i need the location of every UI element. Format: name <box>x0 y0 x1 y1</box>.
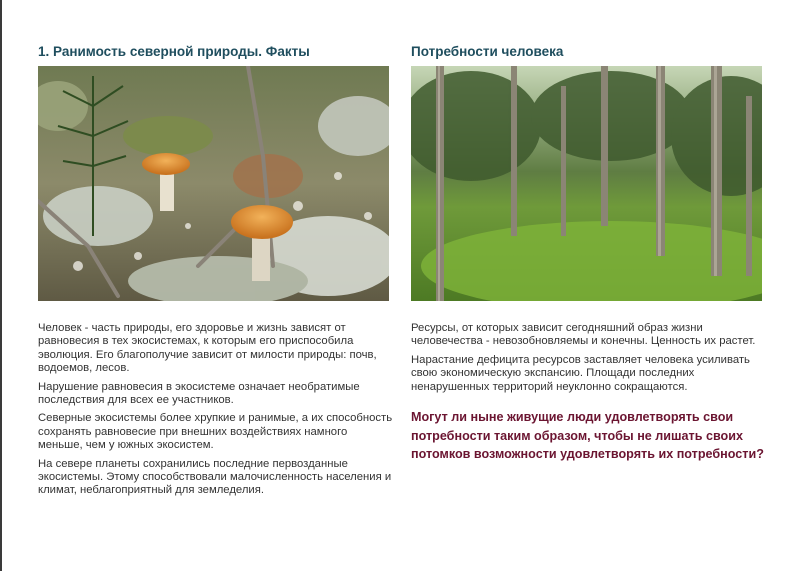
right-body-text <box>411 322 766 464</box>
left-paragraph: На севере планеты сохранились последние первозданные экосистемы. Этому способствовали малочисленность населения и климат, неблагоприятный для земледелия. <box>38 457 392 497</box>
right-paragraph: Нарастание дефицита ресурсов заставляет человека усиливать свою экономическую экспансию. Площади последних ненарушенных территорий неуклонно сокращаются. <box>411 353 750 393</box>
forest-illustration <box>411 66 762 301</box>
mushrooms-photo <box>38 66 389 301</box>
question-text: Могут ли ныне живущие люди удовлетворять свои потребности таким образом, чтобы не лишать своих потомков возможности удовлетворять их потребности? <box>411 410 764 462</box>
left-paragraph: Человек - часть природы, его здоровье и жизнь зависят от равновесия в тех экосистемах, к которым его приспособила эволюция. Его благополучие зависит от милости природы: почв, водоемов, лесов. <box>38 322 377 375</box>
right-heading: Потребности человека <box>411 44 564 59</box>
left-heading: 1. Ранимость северной природы. Факты <box>38 44 310 59</box>
forest-photo <box>411 66 762 301</box>
left-paragraph: Нарушение равновесия в экосистеме означает необратимые последствия для всех ее участников. <box>38 380 360 407</box>
mushrooms-illustration <box>38 66 389 301</box>
left-body-text <box>38 322 393 503</box>
left-paragraph: Северные экосистемы более хрупкие и ранимые, а их способность сохранять равновесие при внешних воздействиях намного меньше, чем у южных экосистем. <box>38 412 393 452</box>
page-left-border <box>0 0 2 571</box>
right-paragraph: Ресурсы, от которых зависит сегодняшний образ жизни человечества - невозобновляемы и конечны. Ценность их растет. <box>411 322 756 348</box>
